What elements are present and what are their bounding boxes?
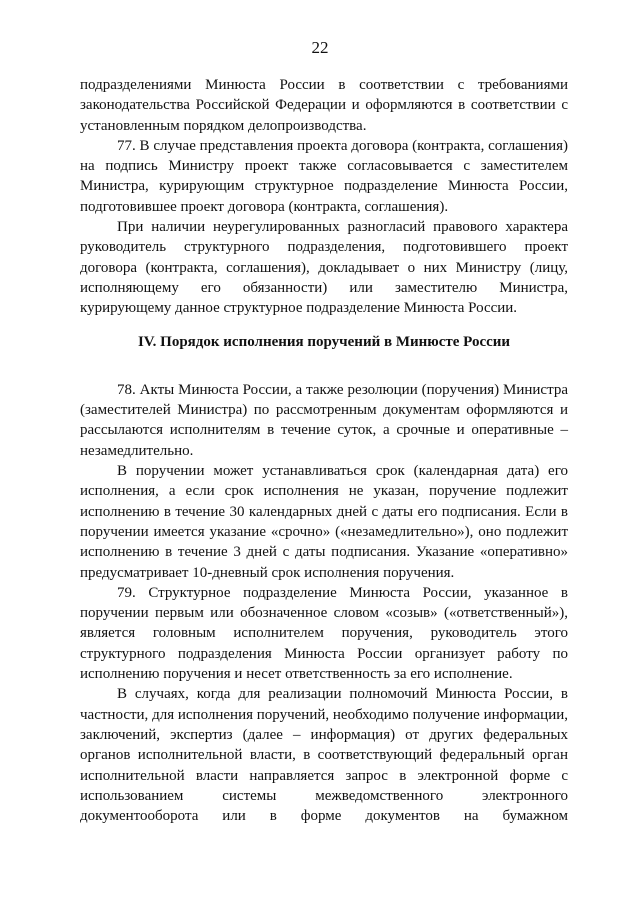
paragraph: В поручении может устанавливаться срок (календарная дата) его исполнения, а если срок исполнения не указан, поручение подлежит исполнению в течение 30 календарных дней с даты его подписания. Если в поручении имеется указание «срочно» («незамедлительно»), оно подлежит исполнению в течение 3 дней с даты подписания. Указание «оперативно» предусматривает 10-дневный срок исполнения поручения. (80, 463, 568, 581)
page-number: 22 (311, 38, 329, 57)
paragraph-77: 77. В случае представления проекта договора (контракта, соглашения) на подпись Министру проект также согласовывается с заместителем Министра, курирующим структурное подразделение Минюста России, подготовившее проект договора (контракта, соглашения). (80, 137, 568, 215)
paragraph: В случаях, когда для реализации полномочий Минюста России, в частности, для исполнения поручений, необходимо получение информации, заключений, экспертиз (далее – информация) от других федеральных органов исполнительной власти, в соответствующий федеральный орган исполнительной власти направляется запрос в электронной форме с использованием системы межведомственного электронного документооборота или в форме документов на бумажном (80, 686, 568, 825)
paragraph-79: 79. Структурное подразделение Минюста России, указанное в поручении первым или обозначенное словом «созыв» («ответственный»), является головным исполнителем поручения, руководитель этого структурного подразделения Минюста России организует работу по исполнению поручения и несет ответственность за его исполнение. (80, 584, 568, 683)
section-heading: IV. Порядок исполнения поручений в Минюсте России (137, 333, 511, 350)
paragraph: подразделениями Минюста России в соответствии с требованиями законодательства Российской Федерации и оформляются в соответствии с установленным порядком делопроизводства. (80, 77, 568, 134)
document-body (80, 75, 568, 826)
paragraph: При наличии неурегулированных разногласий правового характера руководитель структурного подразделения, подготовившего проект договора (контракта, соглашения), докладывает о них Министру (лицу, исполняющему его обязанности) или заместителю Министра, курирующему данное структурное подразделение Минюста России. (80, 219, 568, 317)
paragraph-78: 78. Акты Минюста России, а также резолюции (поручения) Министра (заместителей Министра) по рассмотренным документам оформляются и рассылаются исполнителям в течение суток, а срочные и оперативные – незамедлительно. (80, 381, 568, 459)
